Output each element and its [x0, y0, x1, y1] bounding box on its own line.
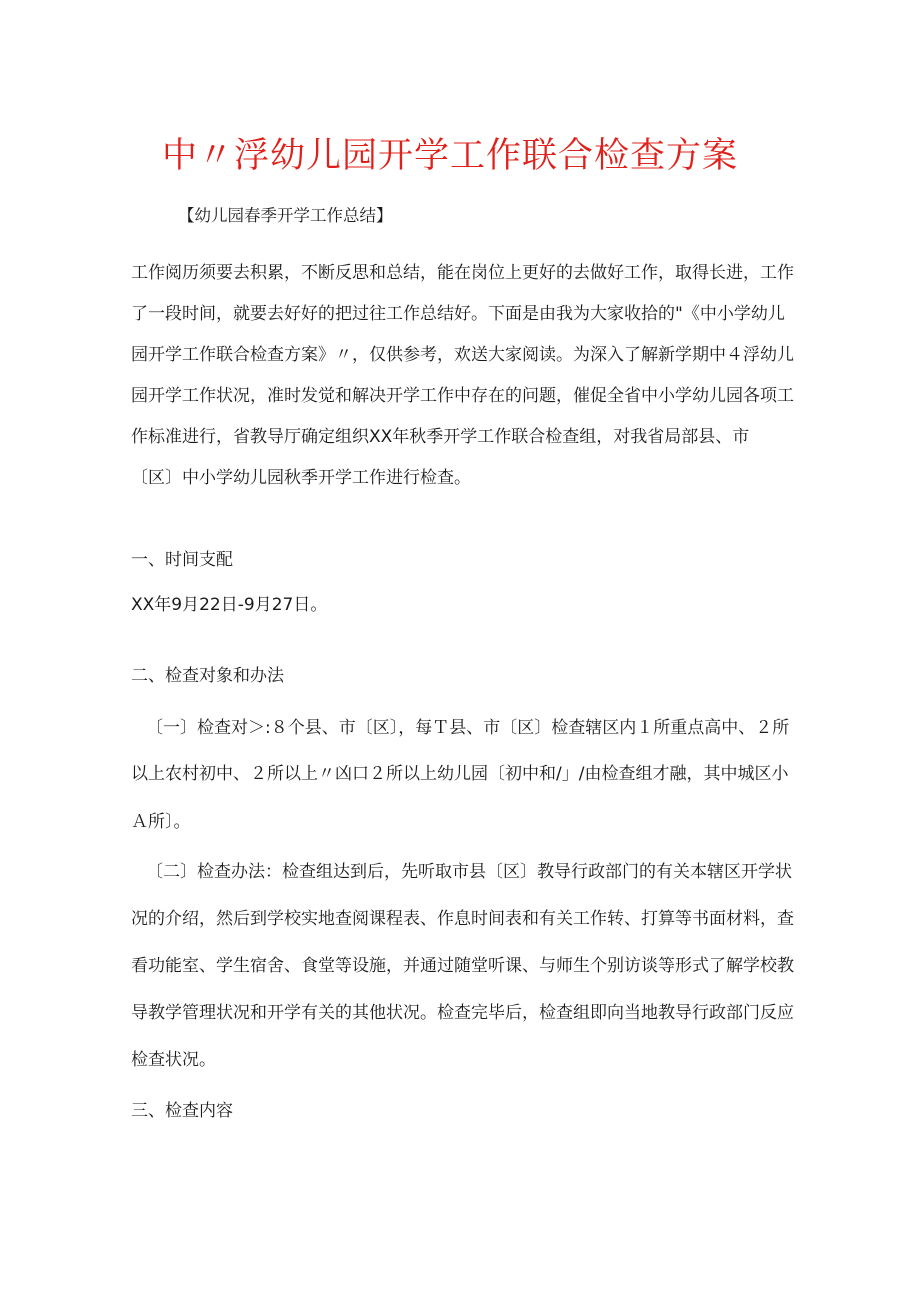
intro-line: 园开学工作状况，准时发觉和解决开学工作中存在的问题，催促全省中小学幼儿园各项工: [131, 386, 794, 406]
section2-item2-line: 导教学管理状况和开学有关的其他状况。检查完毕后，检查组即向当地教导行政部门反应: [131, 1003, 794, 1023]
section2-item1-line: Ａ所〕。: [131, 812, 191, 832]
section2-item1-line: 〔一〕检查对＞:８个县、市〔区〕，每Ｔ县、市〔区〕检查辖区内１所重点高中、２所: [146, 718, 790, 738]
intro-line: 园开学工作联合检查方案》〃，仅供参考，欢送大家阅读。为深入了解新学期中４浮幼儿: [131, 345, 794, 365]
document-title: 中〃浮幼儿园开学工作联合检查方案: [161, 136, 738, 176]
section2-item2-line: 况的介绍，然后到学校实地查阅课程表、作息时间表和有关工作转、打算等书面材料，查: [131, 909, 794, 929]
section2-heading: 二、检查对象和办法: [131, 666, 284, 686]
section2-item1-line: 以上农村初中、２所以上〃凶口２所以上幼儿园〔初中和/」/由检查组才融，其中城区小: [131, 764, 789, 784]
section3-heading: 三、检查内容: [131, 1101, 233, 1121]
section2-item2-line: 检查状况。: [131, 1050, 216, 1070]
intro-line: 了一段时间，就要去好好的把过往工作总结好。下面是由我为大家收拾的"《中小学幼儿: [131, 304, 785, 324]
intro-line: 工作阅历须要去积累，不断反思和总结，能在岗位上更好的去做好工作，取得长进，工作: [131, 263, 794, 283]
section1-text: XX年9月22日-9月27日。: [131, 595, 328, 615]
intro-line: 作标准进行，省教导厅确定组织XX年秋季开学工作联合检查组，对我省局部县、市: [131, 427, 750, 447]
intro-line: 〔区〕中小学幼儿园秋季开学工作进行检查。: [131, 468, 471, 488]
section1-heading: 一、时间支配: [131, 550, 233, 570]
section2-item2-line: 看功能室、学生宿舍、食堂等设施，并通过随堂听课、与师生个别访谈等形式了解学校教: [131, 956, 794, 976]
section2-item2-line: 〔二〕检查办法：检查组达到后，先听取市县〔区〕教导行政部门的有关本辖区开学状: [146, 862, 792, 882]
document-subtitle: 【幼儿园春季开学工作总结】: [178, 206, 393, 225]
